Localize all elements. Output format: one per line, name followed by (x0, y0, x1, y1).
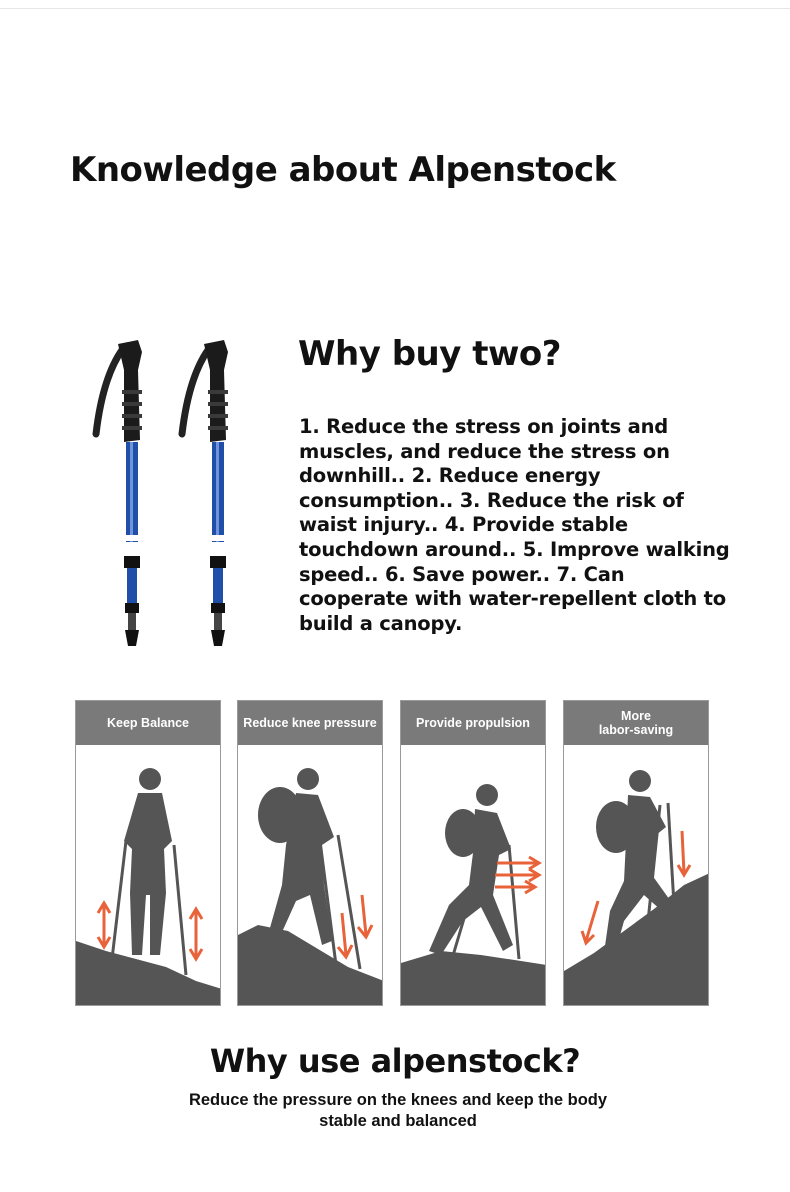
page-title: Knowledge about Alpenstock (70, 150, 616, 190)
why-use-subtitle: Reduce the pressure on the knees and keep the body stable and balanced (188, 1091, 608, 1130)
why-use-title: Why use alpenstock? (209, 1042, 581, 1080)
trekking-pole-left (96, 340, 142, 646)
reasons-text: 1. Reduce the stress on joints and muscles, and reduce the stress on downhill.. 2. Reduce energy consumption.. 3. Reduce the risk of waist injury.. 4. Provide stable touchdown around.. 5. Improve walking speed.. 6. Save power.. 7. Can cooperate with water-repellent cloth to build a canopy. (299, 415, 730, 635)
benefit-panel-laborsaving (563, 700, 709, 1006)
benefit-label: Keep Balance (76, 701, 220, 745)
benefit-panel-balance (75, 700, 221, 1006)
trekking-poles-image (80, 330, 270, 655)
benefit-panel-knee (237, 700, 383, 1006)
trekking-pole-right (182, 340, 228, 646)
hiker-knee-icon (238, 745, 383, 1006)
benefit-label: Reduce knee pressure (238, 701, 382, 745)
hiker-climb-icon (564, 745, 709, 1006)
hiker-balance-icon (76, 745, 221, 1006)
top-divider (0, 8, 790, 9)
benefit-panel-propulsion (400, 700, 546, 1006)
hiker-propulsion-icon (401, 745, 546, 1006)
why-buy-two-title: Why buy two? (298, 334, 561, 374)
benefit-label: More labor-saving (564, 701, 708, 745)
benefit-label: Provide propulsion (401, 701, 545, 745)
